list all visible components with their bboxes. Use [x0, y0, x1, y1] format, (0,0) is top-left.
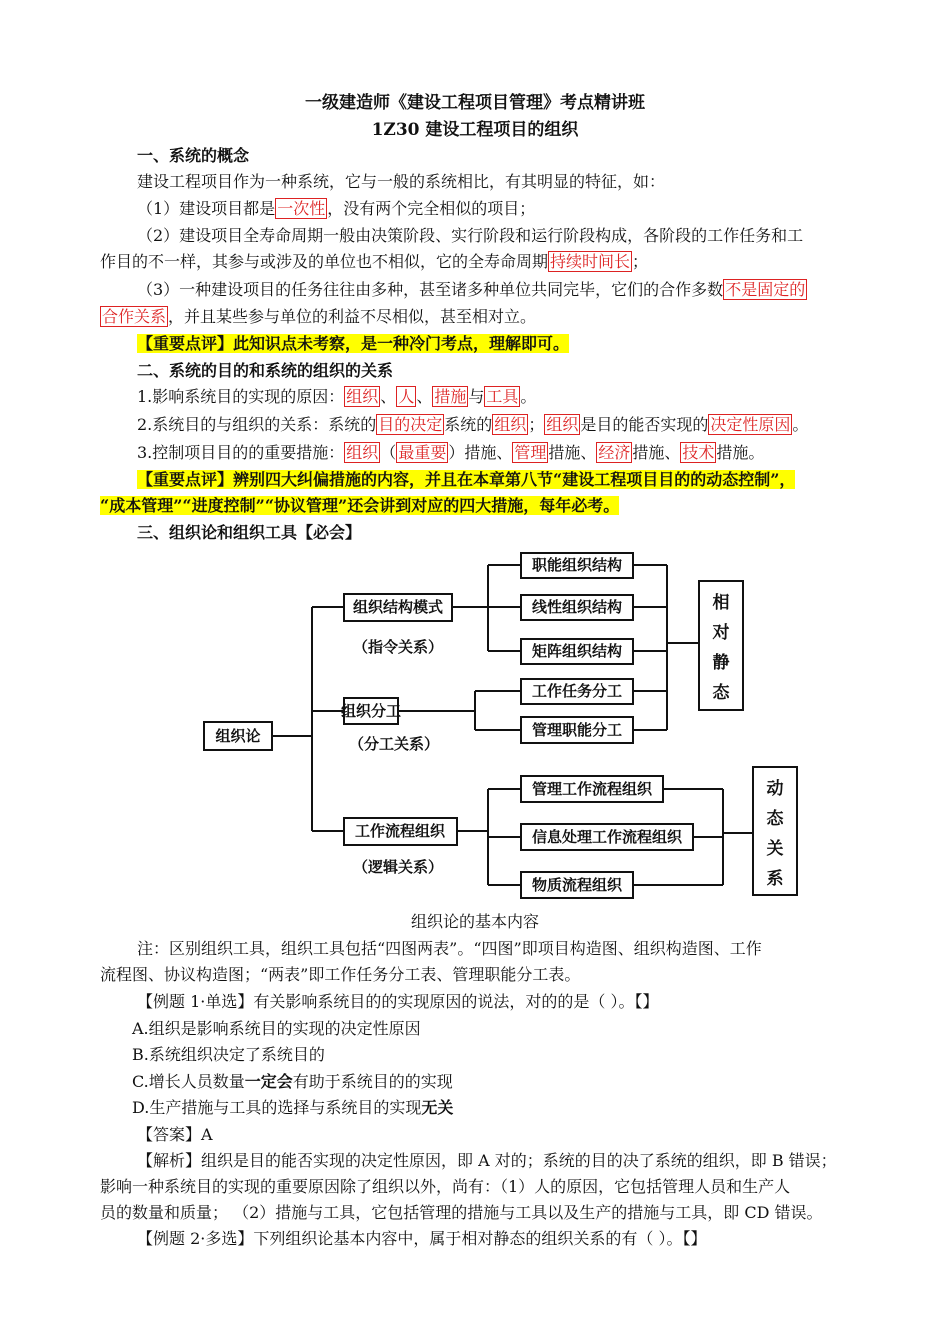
text-segment: 措施、 [632, 443, 681, 462]
leaf5-label: 管理职能分工 [531, 721, 623, 739]
analysis-line-1: 【解析】组织是目的能否实现的决定性原因，即 A 对的；系统的目的决了系统的组织，即 B 错误； [137, 1151, 837, 1170]
example-1-option-d [132, 1097, 453, 1119]
section-heading-3: 三、组织论和组织工具【必会】 [137, 523, 362, 542]
highlight-box: 决定性原因 [710, 415, 791, 434]
section-heading-2: 二、系统的目的和系统的组织的关系 [137, 361, 394, 380]
text-segment: 。 [520, 387, 537, 406]
text-segment: （ [380, 443, 397, 462]
text-segment: 2.系统目的与组织的关系：系统的 [137, 415, 377, 434]
text-segment: 系统的 [444, 415, 493, 434]
analysis-line-2: 影响一种系统目的实现的重要原因除了组织以外，尚有：（1）人的原因，它包括管理人员和生产人 [100, 1177, 791, 1196]
highlight-box: 合作关系 [102, 307, 167, 326]
highlight-box: 组织 [494, 415, 527, 434]
relation-item-1 [137, 386, 536, 408]
text-segment: D.生产措施与工具的选择与系统目的实现 [132, 1098, 422, 1117]
highlight-box: 经济 [598, 443, 631, 462]
review-note-2-line2 [100, 495, 619, 517]
text-segment: 、 [416, 387, 433, 406]
organization-theory-diagram [0, 540, 950, 910]
example-1-answer: 【答案】A [137, 1125, 213, 1144]
text-segment: 有助于系统目的的实现 [292, 1072, 453, 1091]
review-note-1 [137, 333, 569, 355]
example-1-option-c [132, 1071, 453, 1093]
static-char: 态 [712, 683, 730, 703]
text-segment: ，没有两个完全相似的项目； [327, 199, 536, 218]
text-segment: 措施、 [548, 443, 597, 462]
highlight-box: 不是固定的 [725, 280, 806, 299]
mid1-note: （指令关系） [352, 638, 444, 656]
leaf3-label: 矩阵组织结构 [531, 642, 623, 660]
example-2-question: 【例题 2·多选】下列组织论基本内容中，属于相对静态的组织关系的有（ ）。【】 [137, 1229, 707, 1248]
paragraph-item-1 [137, 198, 535, 220]
dynamic-char: 系 [766, 869, 784, 889]
leaf8-label: 物质流程组织 [531, 876, 623, 894]
text-segment: （1）建设项目都是 [137, 199, 276, 218]
review-highlight: 【重要点评】此知识点未考察，是一种冷门考点，理解即可。 [137, 334, 570, 353]
dynamic-char: 动 [766, 779, 784, 799]
paragraph-item-3-line2 [100, 306, 536, 328]
static-char: 对 [712, 623, 730, 643]
text-segment: ）措施、 [448, 443, 513, 462]
section-heading-1: 一、系统的概念 [137, 146, 250, 165]
text-segment: C.增长人员数量 [132, 1072, 245, 1091]
text-segment: 是目的能否实现的 [580, 415, 709, 434]
text-segment: 3.控制项目目的的重要措施： [137, 443, 345, 462]
text-segment: ，并且某些参与单位的利益不尽相似，甚至相对立。 [168, 307, 537, 326]
highlight-box: 管理 [514, 443, 547, 462]
dynamic-char: 态 [766, 809, 784, 829]
page-title: 一级建造师《建设工程项目管理》考点精讲班 [305, 93, 645, 113]
text-segment: 1.影响系统目的实现的原因： [137, 387, 345, 406]
highlight-box: 组织 [546, 415, 579, 434]
mid2-note: （分工关系） [348, 735, 440, 753]
note-line-1: 注：区别组织工具，组织工具包括“四图两表”。“四图”即项目构造图、组织构造图、工作 [137, 939, 762, 958]
paragraph-item-2-line1: （2）建设项目全寿命周期一般由决策阶段、实行阶段和运行阶段构成，各阶段的工作任务和工 [137, 226, 804, 245]
example-1-question: 【例题 1·单选】有关影响系统目的的实现原因的说法，对的的是（ ）。【】 [137, 992, 659, 1011]
analysis-line-3: 员的数量和质量； （2）措施与工具，它包括管理的措施与工具以及生产的措施与工具，即 CD 错误。 [100, 1203, 823, 1222]
highlight-box: 组织 [346, 443, 379, 462]
paragraph-item-3-line1 [137, 279, 807, 301]
paragraph-intro: 建设工程项目作为一种系统，它与一般的系统相比，有其明显的特征，如： [137, 172, 666, 191]
highlight-box: 工具 [486, 387, 519, 406]
dynamic-char: 关 [766, 839, 784, 859]
root-node-label: 组织论 [215, 727, 261, 745]
highlight-box: 一次性 [277, 199, 326, 218]
text-segment: 、 [380, 387, 397, 406]
example-1-option-b: B.系统组织决定了系统目的 [132, 1045, 325, 1064]
relation-item-2 [137, 414, 808, 436]
leaf1-label: 职能组织结构 [531, 556, 623, 574]
text-segment: 。 [792, 415, 809, 434]
text-segment: （3）一种建设项目的任务往往由多种，甚至诸多种单位共同完毕，它们的合作多数 [137, 280, 724, 299]
text-segment: 作目的不一样，其参与或涉及的单位也不相似，它的全寿命周期 [100, 252, 549, 271]
leaf7-label: 信息处理工作流程组织 [531, 828, 683, 846]
highlight-box: 措施 [434, 387, 467, 406]
highlight-box: 目的决定 [378, 415, 443, 434]
mid2-node-label: 组织分工 [340, 702, 402, 720]
highlight-box: 技术 [682, 443, 715, 462]
text-segment: ； [528, 415, 545, 434]
highlight-box: 组织 [346, 387, 379, 406]
note-line-2: 流程图、协议构造图；“两表”即工作任务分工表、管理职能分工表。 [100, 965, 581, 984]
static-char: 相 [712, 593, 730, 613]
relation-item-3 [137, 442, 764, 464]
review-highlight: 【重要点评】辨别四大纠偏措施的内容，并且在本章第八节“建设工程项目目的的动态控制”， [137, 470, 796, 489]
highlight-box: 最重要 [398, 443, 447, 462]
diagram-caption: 组织论的基本内容 [410, 912, 539, 931]
mid1-node-label: 组织结构模式 [352, 598, 444, 616]
mid3-node-label: 工作流程组织 [354, 822, 446, 840]
emphasis-text: 一定会 [244, 1072, 293, 1091]
example-1-option-a: A.组织是影响系统目的实现的决定性原因 [132, 1019, 421, 1038]
text-segment: 措施。 [716, 443, 765, 462]
review-note-2-line1 [137, 469, 795, 491]
page-subtitle: 1Z30 建设工程项目的组织 [371, 120, 579, 140]
leaf2-label: 线性组织结构 [531, 598, 623, 616]
highlight-box: 持续时间长 [550, 252, 631, 271]
text-segment: ； [632, 252, 649, 271]
review-highlight: “成本管理”“进度控制”“协议管理”还会讲到对应的四大措施，每年必考。 [100, 496, 620, 515]
paragraph-item-2-line2 [100, 251, 648, 273]
leaf4-label: 工作任务分工 [531, 682, 623, 700]
leaf6-label: 管理工作流程组织 [531, 780, 653, 798]
highlight-box: 人 [398, 387, 415, 406]
static-char: 静 [712, 653, 730, 673]
mid3-note: （逻辑关系） [352, 858, 444, 876]
text-segment: 与 [468, 387, 485, 406]
emphasis-text: 无关 [421, 1098, 454, 1117]
